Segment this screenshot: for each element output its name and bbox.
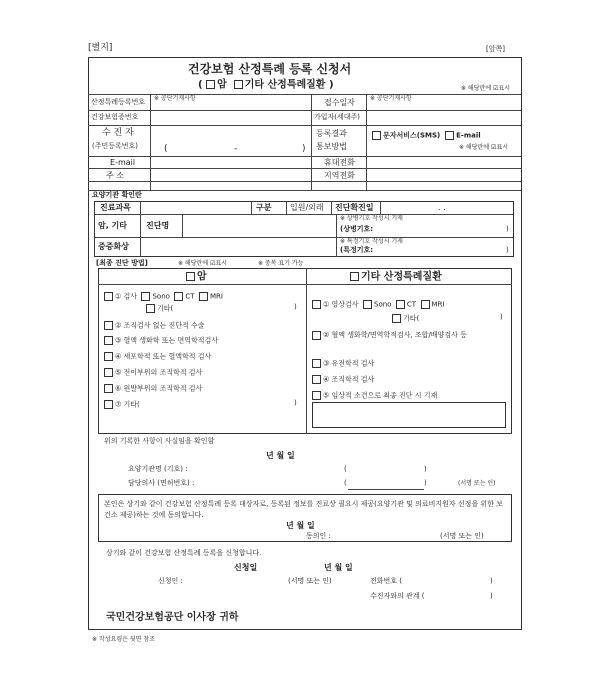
- other-item-1-label: ① 영상검사: [323, 300, 359, 309]
- other-item-3-checkbox[interactable]: [312, 359, 321, 368]
- other-item-3: [312, 359, 374, 368]
- disease-code-label: (상병기호:: [340, 225, 374, 233]
- attachment-label: [별지]: [88, 43, 113, 53]
- cancer-item-4-label: ④ 세포학적 또는 혈액학적 검사: [115, 352, 212, 361]
- cancer-item-6: [104, 384, 202, 393]
- consent-agree-label: 동의인 :: [306, 532, 331, 540]
- cancer-item-7-close: ): [294, 399, 297, 407]
- other-item-5-label: ⑤ 임상적 소견으로 최종 진단 시 기재: [323, 391, 438, 400]
- confirm-institution-open: (: [344, 465, 347, 473]
- other-item-2-label: ② 혈액 생화학/면역학적검사, 조합/배양검사 등: [323, 331, 467, 339]
- other-item-1-checkbox[interactable]: [312, 300, 321, 309]
- cancer-item-3-label: ③ 혈액 생화학 또는 면역학적검사: [115, 336, 219, 345]
- other-ct-checkbox[interactable]: [396, 300, 405, 309]
- relation-close: ): [490, 592, 493, 600]
- cancer-item-2-label: ② 조직검사 없는 진단적 수술: [115, 321, 205, 330]
- cancer-item-5: [104, 368, 202, 377]
- sono-label: Sono: [152, 292, 170, 301]
- cancer-item-1: [104, 292, 223, 301]
- mobile-label: 휴대전화: [324, 158, 355, 167]
- other-imaging-etc: [392, 314, 419, 323]
- front-page-label: [앞쪽]: [486, 45, 505, 53]
- cancer-checkbox[interactable]: [206, 80, 215, 89]
- subtitle-close: ): [328, 79, 334, 91]
- apply-date-label: 신청일: [234, 563, 258, 572]
- ct-label: CT: [185, 292, 195, 301]
- cancer-item-7-checkbox[interactable]: [104, 400, 113, 409]
- confirm-doctor-open: (: [344, 479, 347, 487]
- subtitle-other: 기타 산정특례질환: [244, 79, 326, 91]
- receipt-date-note: ※ 공단기재사항: [370, 95, 412, 102]
- confirm-doctor-close: ): [424, 479, 427, 487]
- confirm-date-line: 년 월 일: [266, 451, 295, 460]
- consent-sign-label: (서명 또는 인): [440, 532, 484, 540]
- disease-code-close: ): [506, 225, 509, 233]
- final-diag-dup-note: ※ 중복 표기 가능: [258, 260, 304, 267]
- cancer-item-5-label: ⑤ 전이부위의 조직학적 검사: [115, 368, 203, 377]
- cancer-item-7: [104, 400, 140, 409]
- confirm-statement: 위의 기록한 사항이 사실임을 확인함: [104, 437, 215, 445]
- cancer-item-5-checkbox[interactable]: [104, 368, 113, 377]
- cancer-item-3: [104, 336, 218, 345]
- cancer-item-2-checkbox[interactable]: [104, 321, 113, 330]
- applicant-sign-label: (서명 또는 인): [288, 577, 332, 585]
- cancer-item-3-checkbox[interactable]: [104, 336, 113, 345]
- consent-date-line: 년 월 일: [286, 521, 315, 530]
- diagnosis-label: 진단명: [146, 221, 170, 230]
- notify-check-note: ※ 해당란에 ☑표시: [459, 144, 508, 151]
- cancer-imaging-etc-label: 기타(: [157, 304, 174, 313]
- cancer-item-6-label: ⑥ 원발부위의 조직학적 검사: [115, 384, 203, 393]
- relation-label: 수진자와의 관계 (: [370, 592, 425, 600]
- cancer-item-4: [104, 352, 211, 361]
- final-diag-heading: [최종 진단 방법]: [96, 259, 148, 267]
- apply-date-line: 년 월 일: [324, 563, 353, 572]
- reg-no-note: ※ 공단기재사항: [154, 95, 196, 102]
- other-item-2-checkbox[interactable]: [312, 331, 321, 340]
- cancer-imaging-etc-checkbox[interactable]: [146, 304, 155, 313]
- subtitle-open: (: [198, 79, 203, 91]
- special-code-text: 특정기호:: [343, 246, 374, 254]
- subtitle-cancer: 암: [217, 79, 227, 91]
- special-code-note: ※ 특정기호 작성시 기재: [340, 238, 403, 245]
- final-diag-check-note: ※ 해당란에 ☑표시: [178, 260, 227, 267]
- type-value: 입원/외래: [290, 203, 324, 212]
- address-label: 주 소: [106, 171, 124, 180]
- cancer-item-7-label: ⑦ 기타(: [115, 400, 140, 409]
- ct-checkbox[interactable]: [174, 292, 183, 301]
- cancer-imaging-etc: [146, 304, 173, 313]
- other-item-4: [312, 375, 374, 384]
- other-item-3-label: ③ 유전학적 검사: [323, 359, 375, 368]
- other-item-2: [312, 330, 508, 340]
- other-disease-checkbox[interactable]: [234, 80, 243, 89]
- email-label: E-mail: [110, 158, 136, 167]
- cancer-item-2: [104, 321, 205, 330]
- recipient: 국민건강보험공단 이사장 귀하: [106, 612, 239, 623]
- institution-section-label: 요양기관 확인란: [92, 191, 142, 199]
- other-column-checkbox[interactable]: [350, 272, 359, 281]
- disease-code-note: ※ 상병기호 작성시 기재: [340, 215, 403, 222]
- other-column-header: [350, 272, 442, 283]
- other-header-text: 기타 산정특례질환: [361, 271, 442, 283]
- other-item-5: [312, 391, 437, 400]
- cancer-item-6-checkbox[interactable]: [104, 384, 113, 393]
- other-mri-label: MRI: [431, 300, 445, 309]
- resident-open-paren: (: [164, 144, 168, 154]
- notify-options: [372, 131, 481, 140]
- special-code-close: ): [506, 246, 509, 254]
- other-item-4-label: ④ 조직학적 검사: [323, 375, 375, 384]
- consent-text: 본인은 상기와 같이 건강보험 산정특례 등록 대상자로, 등록된 정보를 진료상 필요시 제공(요양기관 및 의료비지원자 선정을 위한 보건소 제공)하는 것에 동의합니다.: [104, 500, 503, 519]
- other-item-1: [312, 300, 445, 309]
- other-imaging-etc-checkbox[interactable]: [392, 314, 401, 323]
- applicant-label: 신청인 :: [158, 577, 183, 585]
- area-phone-label: 지역전화: [324, 171, 355, 180]
- card-no-label: 건강보험증번호: [91, 113, 139, 121]
- mri-label: MRI: [210, 292, 223, 301]
- cancer-column-header: [186, 272, 207, 283]
- other-imaging-etc-close: ): [500, 313, 503, 321]
- confirm-doctor-label: 담당의사 (면허번호) :: [128, 479, 195, 487]
- email-option-label: E-mail: [456, 131, 481, 140]
- receipt-date-label: 접수일자: [324, 98, 355, 107]
- cancer-column-checkbox[interactable]: [186, 272, 195, 281]
- other-ct-label: CT: [406, 300, 417, 309]
- confirm-institution-label: 요양기관명 (기호) :: [128, 465, 188, 473]
- resident-no-label: (주민등록번호): [92, 142, 139, 150]
- phone-label: 전화번호 (: [370, 577, 403, 585]
- form-subtitle: [198, 80, 334, 91]
- notify-label: 등록결과: [316, 129, 347, 138]
- header-check-note: ※ 해당란에 ☑표시: [461, 85, 510, 92]
- resident-close-paren: ): [302, 144, 306, 154]
- other-imaging-etc-label: 기타(: [403, 314, 420, 323]
- confirm-institution-close: ): [424, 465, 427, 473]
- confirm-sign-label: (서명 또는 인): [458, 480, 496, 487]
- other-sono-label: Sono: [374, 300, 392, 309]
- notify-label-2: 통보방법: [316, 142, 347, 151]
- cancer-item-1-label: ① 검사: [115, 292, 138, 301]
- diag-date-dots: . .: [438, 203, 446, 212]
- subscriber-label: 가입자(세대주): [314, 113, 361, 121]
- mri-checkbox[interactable]: [199, 292, 208, 301]
- application-statement: 상기와 같이 건강보험 산정특례 등록을 신청합니다.: [106, 549, 262, 557]
- special-code-label: (특정기호:: [340, 246, 374, 254]
- email-checkbox[interactable]: [445, 131, 454, 140]
- cancer-item-4-checkbox[interactable]: [104, 352, 113, 361]
- cancer-imaging-etc-close: ): [294, 303, 297, 311]
- other-item-5-checkbox[interactable]: [312, 391, 321, 400]
- type-label: 구분: [256, 203, 272, 212]
- reg-no-label: 산정특례등록번호: [91, 98, 146, 106]
- sms-option-label: 문자서비스(SMS): [383, 131, 441, 140]
- severe-burn-label: 중증화상: [98, 242, 129, 251]
- resident-dash: -: [234, 144, 238, 154]
- cancer-header-text: 암: [197, 271, 207, 283]
- cancer-etc-label: 암, 기타: [98, 221, 128, 230]
- other-item-4-checkbox[interactable]: [312, 375, 321, 384]
- sms-checkbox[interactable]: [372, 131, 381, 140]
- disease-code-text: 상병기호:: [343, 225, 374, 233]
- clinical-finding-field[interactable]: [312, 402, 506, 428]
- dept-label: 진료과목: [100, 203, 131, 212]
- other-sono-checkbox[interactable]: [363, 300, 372, 309]
- patient-label: 수 진 자: [102, 128, 134, 138]
- other-mri-checkbox[interactable]: [421, 300, 430, 309]
- form-title: 건강보험 산정특례 등록 신청서: [188, 62, 352, 76]
- phone-close: ): [490, 577, 493, 585]
- cancer-item-1-checkbox[interactable]: [104, 292, 113, 301]
- sono-checkbox[interactable]: [141, 292, 150, 301]
- footnote: ※ 작성요령은 뒷면 참조: [92, 636, 155, 643]
- diag-date-label: 진단확진일: [335, 203, 374, 212]
